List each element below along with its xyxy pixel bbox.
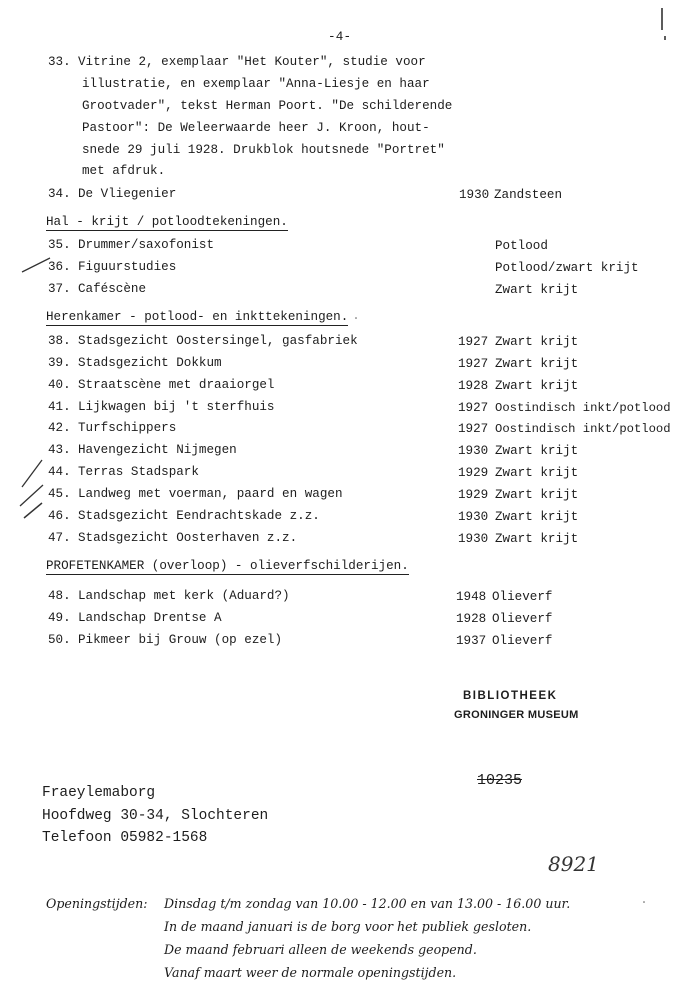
item-technique: Olieverf (492, 634, 553, 648)
item-technique: Olieverf (492, 590, 553, 604)
item-number: 40. (48, 378, 71, 392)
item-year: 1927 (458, 401, 489, 415)
item-technique: Zwart krijt (495, 335, 579, 349)
section-heading-hal: Hal - krijt / potloodtekeningen. (46, 215, 288, 229)
item-title: Stadsgezicht Eendrachtskade z.z. (78, 509, 320, 523)
item-number: 50. (48, 633, 71, 647)
item-title: Stadsgezicht Oostersingel, gasfabriek (78, 334, 358, 348)
item-description-line: Pastoor": De Weleerwaarde heer J. Kroon, hout- (82, 121, 430, 135)
handwritten-note: 8921 (548, 852, 599, 876)
item-year: 1929 (458, 466, 489, 480)
item-technique: Zwart krijt (495, 357, 579, 371)
item-title: Turfschippers (78, 421, 177, 435)
item-technique: Zwart krijt (495, 532, 579, 546)
item-number: 37. (48, 282, 71, 296)
item-description-line: illustratie, en exemplaar "Anna-Liesje en haar (82, 77, 430, 91)
item-year: 1929 (458, 488, 489, 502)
item-number: 38. (48, 334, 71, 348)
item-title: Straatscène met draaiorgel (78, 378, 275, 392)
opening-hours-line: Dinsdag t/m zondag van 10.00 - 12.00 en van 13.00 - 16.00 uur. (164, 896, 571, 911)
address-name: Fraeylemaborg (42, 785, 156, 801)
item-title: Stadsgezicht Dokkum (78, 356, 222, 370)
item-title: Lijkwagen bij 't sterfhuis (78, 400, 275, 414)
address-street: Hoofdweg 30-34, Slochteren (42, 808, 269, 824)
item-title: Landschap Drentse A (78, 611, 222, 625)
item-number: 45. (48, 487, 71, 501)
item-year: 1930 (458, 532, 489, 546)
checkmark-44 (22, 460, 42, 487)
item-title: Vitrine 2, exemplaar "Het Kouter", studie voor (78, 55, 426, 69)
item-year: 1948 (456, 590, 487, 604)
item-technique: Zwart krijt (495, 510, 579, 524)
checkmark-45 (20, 485, 43, 506)
item-year: 1937 (456, 634, 487, 648)
item-number: 44. (48, 465, 71, 479)
item-year: 1930 (459, 188, 490, 202)
item-technique: Potlood (495, 239, 548, 253)
page-number: -4- (328, 30, 352, 44)
library-stamp-line2: GRONINGER MUSEUM (454, 709, 579, 721)
item-technique: Olieverf (492, 612, 553, 626)
opening-hours-label: Openingstijden: (46, 896, 148, 911)
item-number: 48. (48, 589, 71, 603)
item-title: Figuurstudies (78, 260, 177, 274)
item-year: 1927 (458, 357, 489, 371)
item-number: 47. (48, 531, 71, 545)
item-number: 39. (48, 356, 71, 370)
item-year: 1927 (458, 422, 489, 436)
item-description-line: Grootvader", tekst Herman Poort. "De schilderende (82, 99, 453, 113)
item-title: Terras Stadspark (78, 465, 199, 479)
item-number: 33. (48, 55, 71, 69)
item-title: Stadsgezicht Oosterhaven z.z. (78, 531, 298, 545)
item-technique: Zwart krijt (495, 379, 579, 393)
section-heading-profetenkamer: PROFETENKAMER (overloop) - olieverfschilderijen. (46, 559, 409, 573)
item-number: 42. (48, 421, 71, 435)
item-title: Caféscène (78, 282, 147, 296)
item-number: 49. (48, 611, 71, 625)
item-year: 1928 (456, 612, 487, 626)
library-stamp-line1: BIBLIOTHEEK (463, 690, 558, 702)
address-phone: Telefoon 05982-1568 (42, 830, 208, 846)
item-technique: Zwart krijt (495, 283, 579, 297)
item-number: 36. (48, 260, 71, 274)
item-technique: Zwart krijt (495, 488, 579, 502)
item-description-line: met afdruk. (82, 164, 166, 178)
item-number: 46. (48, 509, 71, 523)
item-title: Landschap met kerk (Aduard?) (78, 589, 290, 603)
checkmark-46 (24, 503, 42, 518)
item-title: De Vliegenier (78, 187, 177, 201)
accession-number-text: 10235 (477, 772, 523, 789)
item-number: 35. (48, 238, 71, 252)
item-title: Havengezicht Nijmegen (78, 443, 237, 457)
opening-hours-line: De maand februari alleen de weekends geopend. (164, 942, 477, 957)
item-number: 34. (48, 187, 71, 201)
item-year: 1928 (458, 379, 489, 393)
item-year: 1930 (458, 510, 489, 524)
speck (643, 901, 645, 903)
item-title: Pikmeer bij Grouw (op ezel) (78, 633, 283, 647)
checkmark-36 (22, 258, 50, 272)
section-heading-herenkamer: Herenkamer - potlood- en inkttekeningen. (46, 310, 349, 324)
item-technique: Oostindisch inkt/potlood (495, 422, 671, 436)
item-year: 1927 (458, 335, 489, 349)
opening-hours-line: Vanaf maart weer de normale openingstijden. (164, 965, 457, 980)
item-technique: Zandsteen (494, 188, 563, 202)
item-technique: Oostindisch inkt/potlood (495, 401, 671, 415)
item-title: Landweg met voerman, paard en wagen (78, 487, 343, 501)
item-title: Drummer/saxofonist (78, 238, 215, 252)
item-number: 41. (48, 400, 71, 414)
speck (355, 317, 357, 319)
item-number: 43. (48, 443, 71, 457)
item-technique: Zwart krijt (495, 444, 579, 458)
item-technique: Potlood/zwart krijt (495, 261, 639, 275)
opening-hours-line: In de maand januari is de borg voor het publiek gesloten. (164, 919, 532, 934)
item-year: 1930 (458, 444, 489, 458)
item-technique: Zwart krijt (495, 466, 579, 480)
item-description-line: snede 29 juli 1928. Drukblok houtsnede "Portret" (82, 143, 445, 157)
